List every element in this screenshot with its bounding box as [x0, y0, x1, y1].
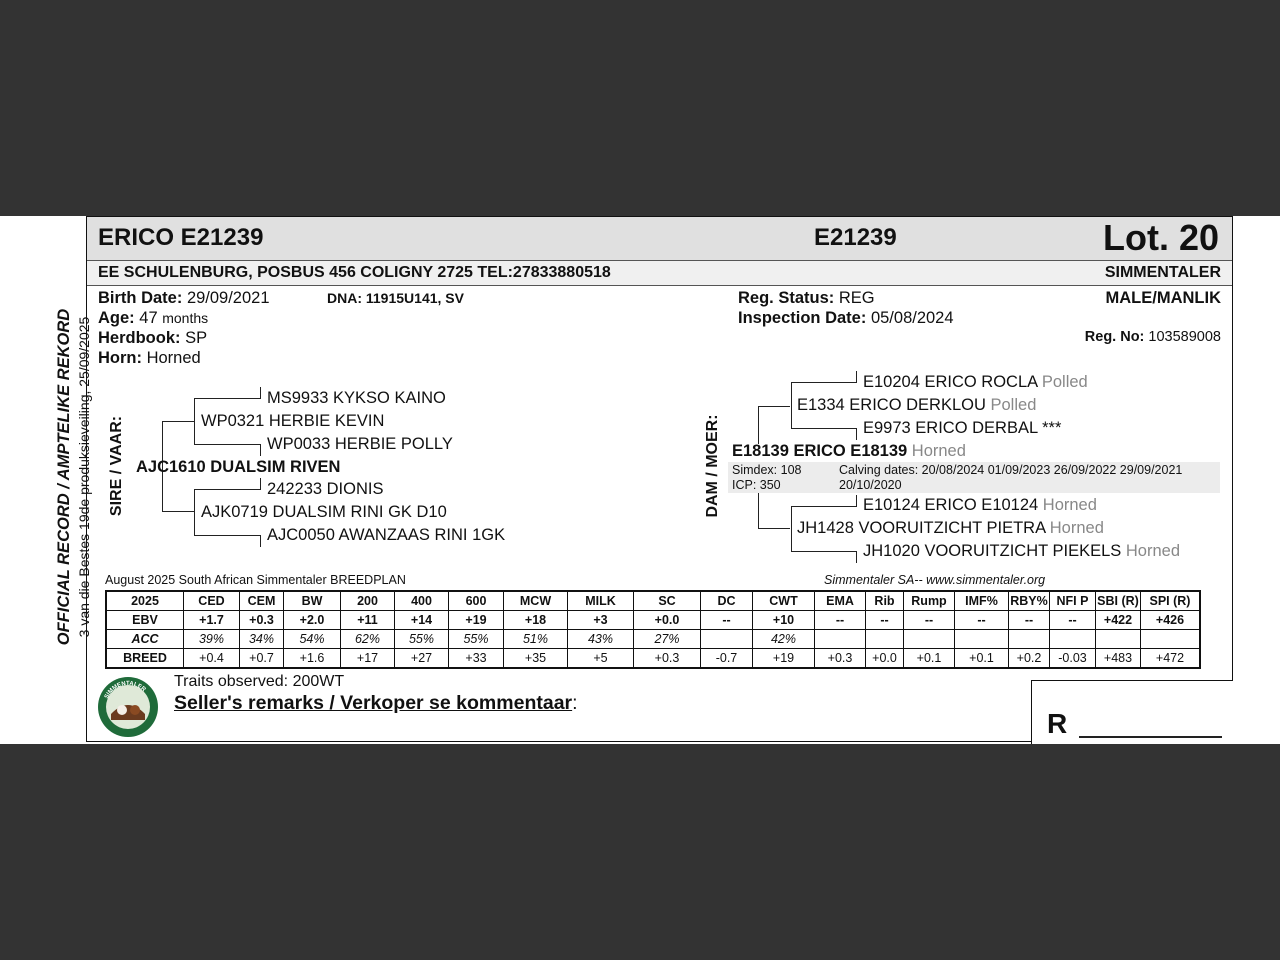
official-record-title: OFFICIAL RECORD / AMPTELIKE REKORD — [55, 308, 73, 646]
table-cell — [904, 630, 955, 649]
table-cell — [701, 630, 753, 649]
horn-value: Horned — [146, 349, 201, 367]
table-cell: +14 — [395, 611, 449, 630]
connector — [856, 551, 857, 563]
table-cell: +2.0 — [284, 611, 341, 630]
breedplan-caption: August 2025 South African Simmentaler BREEDPLAN — [105, 573, 406, 587]
table-cell: -- — [904, 611, 955, 630]
sire-sire: WP0321 HERBIE KEVIN — [201, 412, 385, 430]
price-line — [1079, 736, 1222, 738]
table-cell: -0.7 — [701, 649, 753, 669]
table-cell: +1.6 — [284, 649, 341, 669]
table-cell: +10 — [753, 611, 815, 630]
table-header-cell: 2025 — [106, 591, 184, 611]
table-cell: +5 — [568, 649, 634, 669]
sellers-remarks-colon: : — [572, 692, 578, 714]
table-cell: -- — [866, 611, 904, 630]
table-cell: +0.1 — [904, 649, 955, 669]
connector — [758, 406, 790, 407]
reg-no-label: Reg. No: — [1084, 329, 1145, 345]
table-cell: 51% — [504, 630, 568, 649]
horn-label: Horn: — [98, 349, 142, 367]
sellers-remarks-label: Seller's remarks / Verkoper se kommentaar — [174, 692, 573, 714]
table-cell: -- — [815, 611, 866, 630]
dam-dam-sire-name: E10124 ERICO E10124 — [863, 496, 1039, 514]
dam-dam-dam-name: JH1020 VOORUITZICHT PIEKELS — [863, 542, 1122, 560]
dam-dam-name: JH1428 VOORUITZICHT PIETRA — [797, 519, 1046, 537]
table-cell — [815, 630, 866, 649]
dam-dam-sire-horn: Horned — [1042, 496, 1097, 514]
herdbook-value: SP — [185, 329, 208, 347]
age — [98, 309, 208, 328]
table-header-cell: SPI (R) — [1141, 591, 1201, 611]
table-cell: +19 — [449, 611, 504, 630]
birth-date — [98, 289, 270, 308]
dam-dam-horn: Horned — [1049, 519, 1104, 537]
dna-info: DNA: 11915U141, SV — [327, 290, 464, 306]
connector — [791, 428, 856, 429]
table-cell: +18 — [504, 611, 568, 630]
table-cell: +0.4 — [184, 649, 240, 669]
dam-name-text: E18139 ERICO E18139 — [732, 442, 908, 460]
inspection-value: 05/08/2024 — [870, 309, 954, 327]
connector — [791, 382, 856, 383]
connector — [791, 506, 856, 507]
sellers-remarks — [174, 692, 578, 715]
connector — [260, 478, 261, 490]
reg-no — [1085, 329, 1221, 345]
table-cell: EBV — [106, 611, 184, 630]
dam-sire-sire-name: E10204 ERICO ROCLA — [863, 373, 1038, 391]
dam-bracket-bottom — [758, 493, 759, 529]
table-cell: 55% — [449, 630, 504, 649]
herdbook-label: Herdbook: — [98, 329, 181, 347]
birth-date-label: Birth Date: — [98, 289, 183, 307]
table-cell: BREED — [106, 649, 184, 669]
table-header-cell: Rump — [904, 591, 955, 611]
table-cell: 39% — [184, 630, 240, 649]
dam-dam-dam-horn: Horned — [1125, 542, 1180, 560]
reg-status-value: REG — [838, 289, 875, 307]
table-cell — [1096, 630, 1141, 649]
calving-dates: Calving dates: 20/08/2024 01/09/2023 26/09/2022 29/09/2021 — [839, 463, 1183, 477]
age-value: 47 — [139, 309, 158, 327]
table-cell: +27 — [395, 649, 449, 669]
dam-horn: Horned — [911, 442, 966, 460]
table-cell: +0.3 — [634, 649, 701, 669]
breedplan-table — [105, 590, 1201, 669]
sire-dam-bracket — [194, 489, 195, 536]
dam-sire-name: E1334 ERICO DERKLOU — [797, 396, 986, 414]
table-row-acc — [106, 630, 1200, 649]
table-cell: +0.3 — [240, 611, 284, 630]
connector — [260, 387, 261, 399]
dam-sire-sire-horn: Polled — [1041, 373, 1088, 391]
price-label: R — [1047, 708, 1068, 739]
table-row-ebv — [106, 611, 1200, 630]
reg-status-label: Reg. Status: — [738, 289, 835, 307]
traits-observed: Traits observed: 200WT — [174, 673, 345, 690]
table-cell: +422 — [1096, 611, 1141, 630]
table-cell: +0.0 — [866, 649, 904, 669]
age-label: Age: — [98, 309, 135, 327]
connector — [260, 535, 261, 547]
table-cell: +35 — [504, 649, 568, 669]
table-cell: +0.0 — [634, 611, 701, 630]
table-cell: -- — [701, 611, 753, 630]
sire-sire-dam: WP0033 HERBIE POLLY — [267, 435, 453, 453]
table-header-cell: IMF% — [955, 591, 1009, 611]
card-border — [1232, 216, 1233, 680]
simdex: Simdex: 108 — [732, 463, 802, 477]
table-header-cell: SBI (R) — [1096, 591, 1141, 611]
age-unit: months — [162, 310, 209, 326]
dam-label: DAM / MOER: — [704, 414, 721, 518]
table-cell: 27% — [634, 630, 701, 649]
table-cell: +0.7 — [240, 649, 284, 669]
table-cell: +17 — [341, 649, 395, 669]
table-cell: +0.1 — [955, 649, 1009, 669]
dam-sire-horn: Polled — [990, 396, 1037, 414]
sire-dam-dam: AJC0050 AWANZAAS RINI 1GK — [267, 526, 506, 544]
table-cell: +0.3 — [815, 649, 866, 669]
lot-number: Lot. 20 — [1103, 217, 1220, 258]
connector — [856, 371, 857, 383]
table-cell: +483 — [1096, 649, 1141, 669]
table-cell — [955, 630, 1009, 649]
sire-name: AJC1610 DUALSIM RIVEN — [136, 458, 341, 476]
sire-dam: AJK0719 DUALSIM RINI GK D10 — [201, 503, 447, 521]
connector — [194, 489, 260, 490]
table-header-cell: RBY% — [1009, 591, 1050, 611]
dam-dam-bracket — [791, 506, 792, 552]
birth-date-value: 29/09/2021 — [186, 289, 270, 307]
table-header-cell: SC — [634, 591, 701, 611]
table-header-cell: MILK — [568, 591, 634, 611]
sire-bracket-bottom — [162, 511, 194, 512]
table-row-breed — [106, 649, 1200, 669]
table-cell — [1141, 630, 1201, 649]
table-header-cell: CED — [184, 591, 240, 611]
connector — [260, 444, 261, 456]
table-cell: 42% — [753, 630, 815, 649]
herdbook — [98, 329, 207, 348]
sire-bracket-top — [162, 421, 194, 422]
dam-name — [732, 442, 966, 461]
dam-sire-bracket — [791, 382, 792, 429]
table-header-cell: DC — [701, 591, 753, 611]
connector — [791, 551, 856, 552]
table-cell: 43% — [568, 630, 634, 649]
table-header-cell: BW — [284, 591, 341, 611]
reg-status — [738, 289, 875, 308]
connector — [758, 528, 790, 529]
table-cell: -- — [1050, 611, 1096, 630]
table-cell: +1.7 — [184, 611, 240, 630]
table-header-cell: NFI P — [1050, 591, 1096, 611]
table-cell: -0.03 — [1050, 649, 1096, 669]
sire-sire-sire: MS9933 KYKSO KAINO — [267, 389, 446, 407]
dam-sire-dam: E9973 ERICO DERBAL *** — [863, 419, 1062, 437]
inspection-date — [738, 309, 954, 328]
sire-sire-bracket — [194, 398, 195, 445]
connector — [194, 444, 260, 445]
icp: ICP: 350 — [732, 478, 781, 492]
connector — [856, 428, 857, 440]
sire-dam-sire: 242233 DIONIS — [267, 480, 384, 498]
breedplan-website: Simmentaler SA-- www.simmentaler.org — [824, 573, 1046, 587]
connector — [856, 495, 857, 507]
dam-dam-sire — [863, 496, 1097, 515]
table-header-cell: EMA — [815, 591, 866, 611]
table-header-row — [106, 591, 1200, 611]
calving-dates-2: 20/10/2020 — [839, 478, 902, 492]
table-cell: +3 — [568, 611, 634, 630]
dam-bracket-top — [758, 406, 759, 444]
table-cell: +19 — [753, 649, 815, 669]
horn-status — [98, 349, 201, 368]
sire-label: SIRE / VAAR: — [108, 415, 125, 517]
table-header-cell: Rib — [866, 591, 904, 611]
auction-subtitle: 3 van die Bestes 19de produksieveiling, 25/09/2025 — [76, 316, 92, 638]
table-cell — [1009, 630, 1050, 649]
table-cell: +11 — [341, 611, 395, 630]
simmentaler-logo-icon — [97, 676, 159, 738]
dam-sire-sire — [863, 373, 1088, 392]
table-cell: +0.2 — [1009, 649, 1050, 669]
breed-name: SIMMENTALER — [1104, 264, 1221, 281]
dam-dam-dam — [863, 542, 1180, 561]
table-cell: +426 — [1141, 611, 1201, 630]
table-header-cell: CWT — [753, 591, 815, 611]
table-cell — [866, 630, 904, 649]
dam-sire — [797, 396, 1036, 415]
table-header-cell: CEM — [240, 591, 284, 611]
connector — [194, 398, 260, 399]
owner-details: EE SCHULENBURG, POSBUS 456 COLIGNY 2725 TEL:27833880518 — [98, 264, 611, 281]
animal-id: E21239 — [814, 224, 897, 251]
table-cell: 34% — [240, 630, 284, 649]
table-cell — [1050, 630, 1096, 649]
table-header-cell: 200 — [341, 591, 395, 611]
logo-text: SIMMENTALER — [103, 680, 147, 700]
reg-no-value: 103589008 — [1148, 329, 1221, 345]
table-header-cell: 400 — [395, 591, 449, 611]
table-cell: 54% — [284, 630, 341, 649]
table-cell: ACC — [106, 630, 184, 649]
dam-dam — [797, 519, 1104, 538]
table-cell: +33 — [449, 649, 504, 669]
connector — [194, 535, 260, 536]
table-cell: 55% — [395, 630, 449, 649]
table-header-cell: 600 — [449, 591, 504, 611]
table-cell: 62% — [341, 630, 395, 649]
table-header-cell: MCW — [504, 591, 568, 611]
animal-name: ERICO E21239 — [98, 224, 264, 251]
table-cell: -- — [1009, 611, 1050, 630]
table-cell: -- — [955, 611, 1009, 630]
sex: MALE/MANLIK — [1105, 289, 1221, 307]
table-cell: +472 — [1141, 649, 1201, 669]
inspection-label: Inspection Date: — [738, 309, 867, 327]
